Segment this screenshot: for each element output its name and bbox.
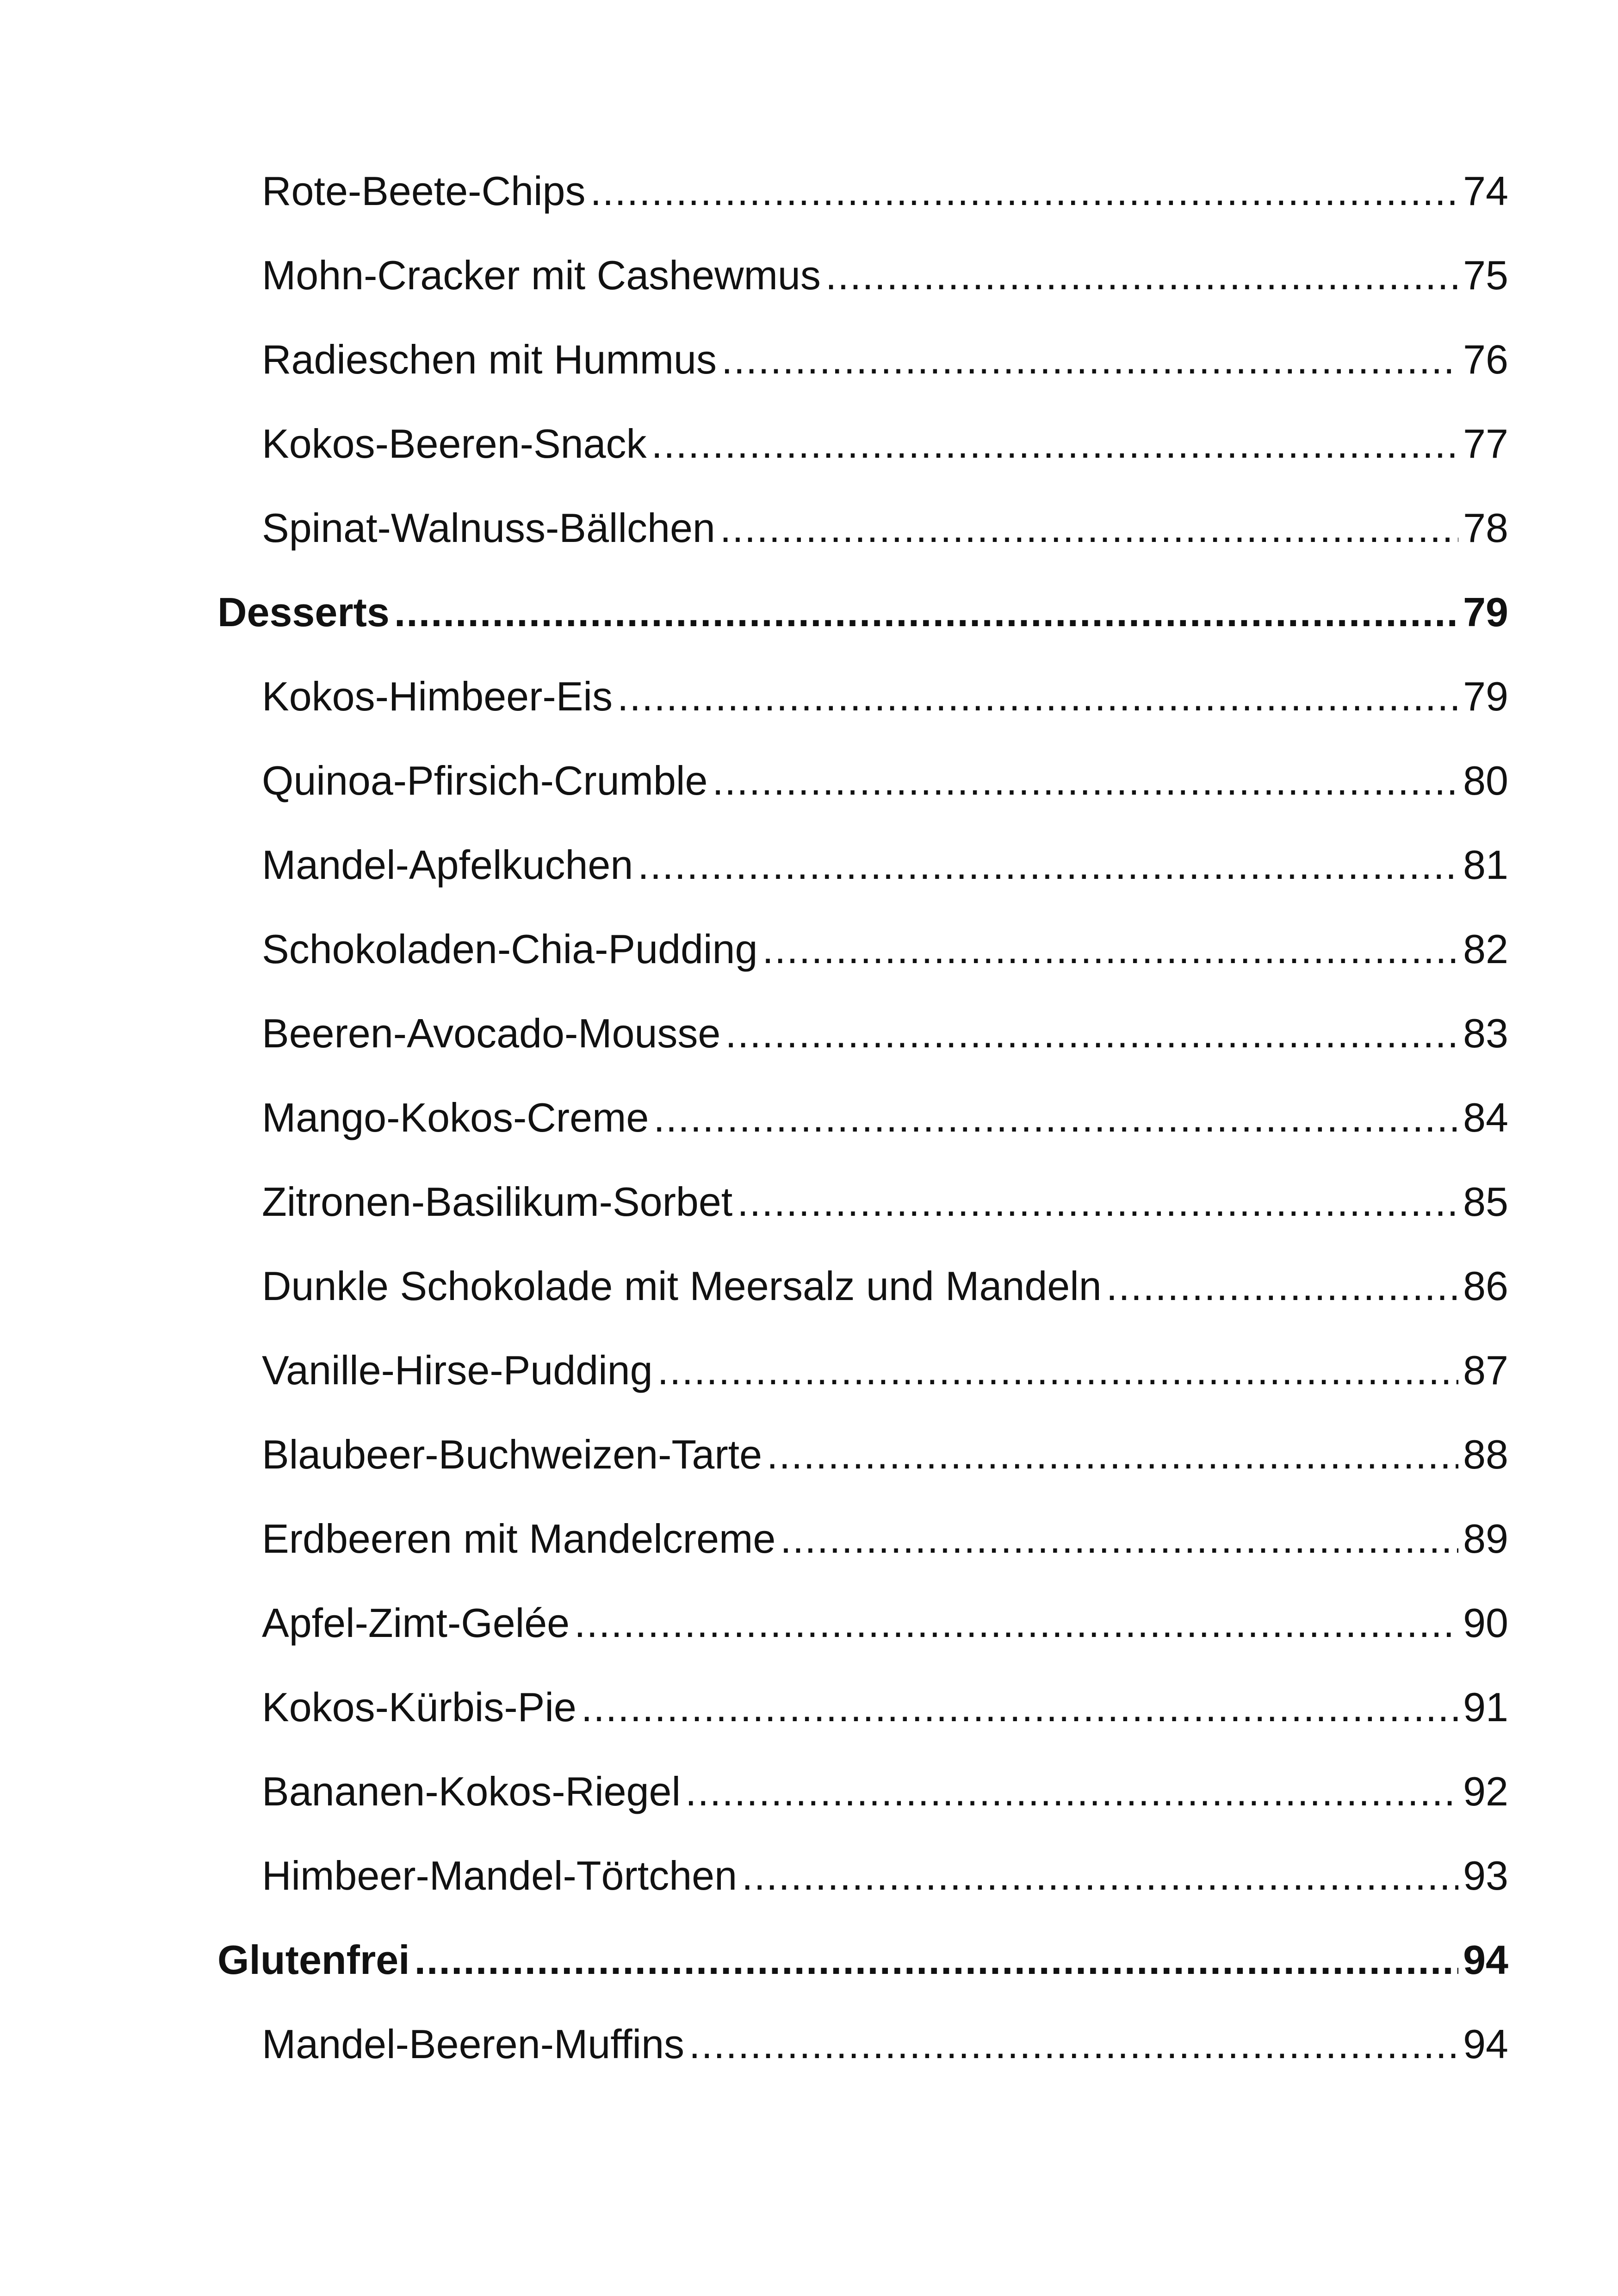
dot-leader <box>725 991 1458 1076</box>
toc-entry[interactable] <box>217 149 1508 233</box>
toc-entry-title: Spinat-Walnuss-Bällchen <box>262 505 715 551</box>
dot-leader <box>742 1834 1458 1918</box>
toc-entry-title: Kokos-Kürbis-Pie <box>262 1684 577 1730</box>
toc-entry-page-number: 74 <box>1463 168 1508 214</box>
dot-leader <box>712 739 1458 823</box>
toc-entry-page-number: 86 <box>1463 1263 1508 1309</box>
toc-entry-page-number: 75 <box>1463 252 1508 298</box>
toc-entry[interactable] <box>217 654 1508 739</box>
dot-leader <box>767 1412 1458 1497</box>
dot-leader <box>415 1918 1459 2002</box>
dot-leader <box>581 1665 1458 1749</box>
dot-leader <box>574 1581 1458 1665</box>
toc-entry-title: Beeren-Avocado-Mousse <box>262 1010 721 1056</box>
dot-leader <box>720 486 1458 570</box>
toc-entry-title: Dunkle Schokolade mit Meersalz und Mandeln <box>262 1263 1102 1309</box>
toc-entry[interactable] <box>217 402 1508 486</box>
toc-entry-page-number: 89 <box>1463 1516 1508 1562</box>
toc-entry-title: Vanille-Hirse-Pudding <box>262 1347 653 1393</box>
toc-entry-page-number: 81 <box>1463 842 1508 888</box>
toc-entry[interactable] <box>217 486 1508 570</box>
dot-leader <box>737 1160 1458 1244</box>
toc-entry[interactable] <box>217 2002 1508 2086</box>
toc-entry[interactable] <box>217 823 1508 907</box>
toc-entry[interactable] <box>217 907 1508 991</box>
dot-leader <box>651 402 1459 486</box>
toc-entry-title: Quinoa-Pfirsich-Crumble <box>262 758 708 803</box>
dot-leader <box>653 1076 1458 1160</box>
toc-entry-title: Blaubeer-Buchweizen-Tarte <box>262 1431 763 1477</box>
toc-entry-page-number: 78 <box>1463 505 1508 551</box>
toc-entry-page-number: 87 <box>1463 1347 1508 1393</box>
toc-entry-page-number: 84 <box>1463 1095 1508 1140</box>
toc-entry[interactable] <box>217 1160 1508 1244</box>
dot-leader <box>617 654 1458 739</box>
toc-entry[interactable] <box>217 1328 1508 1412</box>
toc-entry[interactable] <box>217 1834 1508 1918</box>
dot-leader <box>590 149 1458 233</box>
dot-leader <box>685 1749 1458 1834</box>
toc-entry-title: Zitronen-Basilikum-Sorbet <box>262 1179 733 1225</box>
dot-leader <box>1106 1244 1458 1328</box>
dot-leader <box>780 1497 1458 1581</box>
toc-entry-page-number: 79 <box>1463 589 1508 635</box>
toc-section-entry[interactable] <box>217 570 1508 654</box>
toc-entry[interactable] <box>217 1749 1508 1834</box>
toc-entry[interactable] <box>217 1244 1508 1328</box>
toc-entry-page-number: 82 <box>1463 926 1508 972</box>
table-of-contents <box>217 149 1508 2086</box>
toc-entry[interactable] <box>217 317 1508 402</box>
toc-entry-page-number: 76 <box>1463 336 1508 382</box>
toc-entry-page-number: 92 <box>1463 1768 1508 1814</box>
toc-entry-title: Schokoladen-Chia-Pudding <box>262 926 758 972</box>
toc-entry-title: Mango-Kokos-Creme <box>262 1095 649 1140</box>
toc-entry[interactable] <box>217 1076 1508 1160</box>
toc-entry-title: Kokos-Himbeer-Eis <box>262 673 613 719</box>
toc-entry[interactable] <box>217 1497 1508 1581</box>
toc-entry-page-number: 93 <box>1463 1853 1508 1898</box>
dot-leader <box>657 1328 1459 1412</box>
dot-leader <box>394 570 1458 654</box>
toc-entry-title: Apfel-Zimt-Gelée <box>262 1600 570 1646</box>
toc-entry-title: Mandel-Beeren-Muffins <box>262 2021 685 2067</box>
toc-entry-title: Radieschen mit Hummus <box>262 336 717 382</box>
toc-entry[interactable] <box>217 233 1508 317</box>
toc-entry-title: Desserts <box>217 589 390 635</box>
dot-leader <box>762 907 1458 991</box>
toc-entry-page-number: 90 <box>1463 1600 1508 1646</box>
toc-entry-page-number: 88 <box>1463 1431 1508 1477</box>
dot-leader <box>689 2002 1458 2086</box>
toc-entry-page-number: 91 <box>1463 1684 1508 1730</box>
toc-entry[interactable] <box>217 1412 1508 1497</box>
toc-entry[interactable] <box>217 1665 1508 1749</box>
toc-entry-page-number: 94 <box>1463 1937 1508 1983</box>
dot-leader <box>721 317 1458 402</box>
dot-leader <box>638 823 1458 907</box>
dot-leader <box>825 233 1458 317</box>
toc-entry-title: Erdbeeren mit Mandelcreme <box>262 1516 776 1562</box>
toc-entry-title: Kokos-Beeren-Snack <box>262 421 647 467</box>
toc-entry[interactable] <box>217 739 1508 823</box>
toc-entry-title: Mandel-Apfelkuchen <box>262 842 633 888</box>
toc-entry-title: Rote-Beete-Chips <box>262 168 586 214</box>
toc-entry-title: Bananen-Kokos-Riegel <box>262 1768 681 1814</box>
toc-entry-title: Himbeer-Mandel-Törtchen <box>262 1853 738 1898</box>
toc-entry-page-number: 85 <box>1463 1179 1508 1225</box>
toc-entry[interactable] <box>217 1581 1508 1665</box>
toc-entry-page-number: 79 <box>1463 673 1508 719</box>
toc-entry-page-number: 77 <box>1463 421 1508 467</box>
toc-section-entry[interactable] <box>217 1918 1508 2002</box>
toc-entry-page-number: 83 <box>1463 1010 1508 1056</box>
toc-entry[interactable] <box>217 991 1508 1076</box>
toc-entry-page-number: 94 <box>1463 2021 1508 2067</box>
toc-entry-title: Mohn-Cracker mit Cashewmus <box>262 252 821 298</box>
toc-entry-page-number: 80 <box>1463 758 1508 803</box>
toc-entry-title: Glutenfrei <box>217 1937 410 1983</box>
